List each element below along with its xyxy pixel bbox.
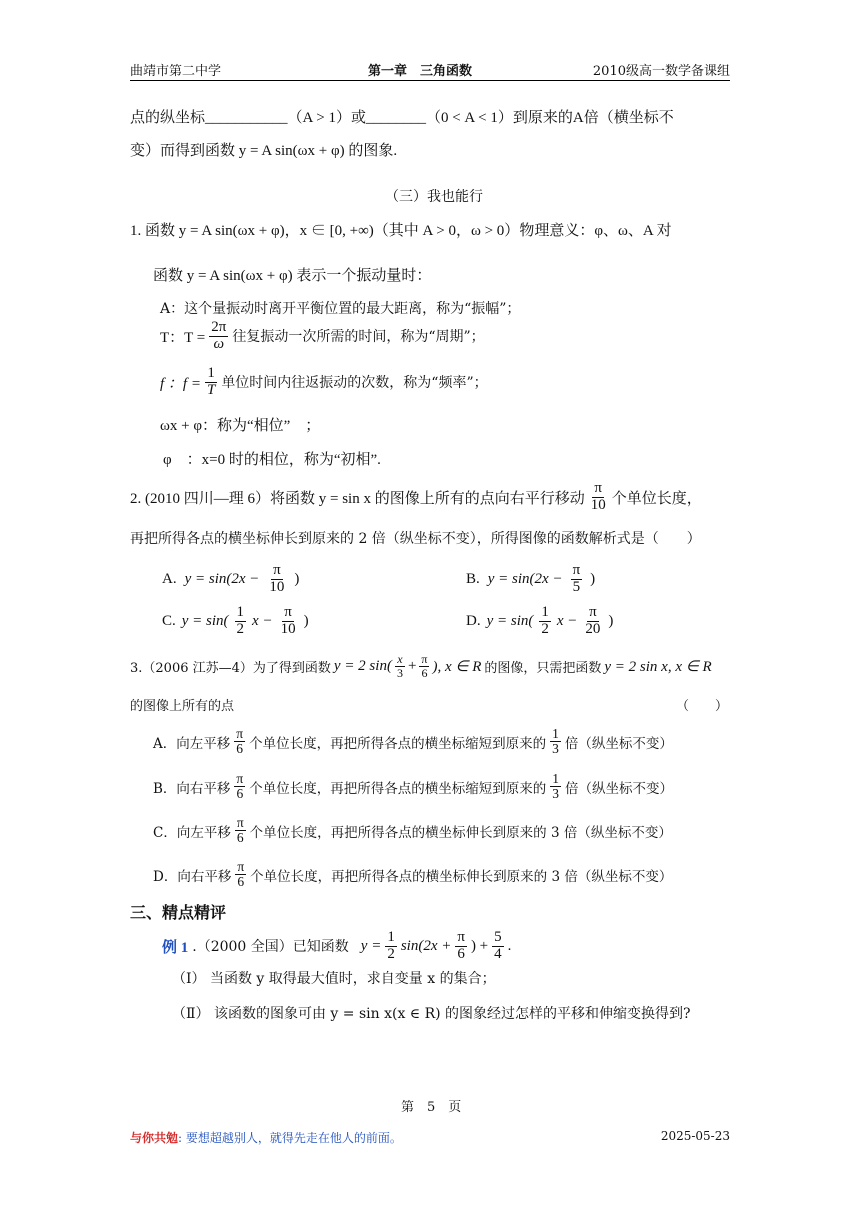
q2-option-a[interactable] [162, 563, 299, 596]
q2-option-a-expr: y = sin(2x − [184, 570, 260, 587]
q2-line1-b: 个单位长度， [611, 490, 702, 507]
q3-line2: 的图像上所有的点 [130, 699, 235, 714]
q1-period-den: ω [213, 335, 225, 352]
q3-option-b[interactable] [153, 772, 673, 801]
q3-option-a-scale-den: 3 [552, 741, 559, 757]
q1-period [160, 320, 485, 353]
q3-option-d-shift-den: 6 [237, 874, 245, 890]
q3-option-d-b: 个单位长度，再把所得各点的横坐标伸长到原来的 3 倍（纵坐标不变） [250, 868, 673, 885]
q3-option-d[interactable] [153, 860, 672, 889]
q3-six: 6 [421, 665, 428, 680]
header-chapter: 第一章 三角函数 [368, 64, 473, 79]
example-1-intro: .（2000 全国）已知函数 [192, 939, 349, 956]
q2-option-b[interactable] [466, 563, 595, 596]
q2-option-c-den: 10 [280, 620, 296, 637]
q2-option-c-expr: y = sin( [181, 612, 229, 629]
header-school: 曲靖市第二中学 [130, 64, 222, 79]
section-title: 三、精点精评 [130, 903, 227, 922]
q2-option-d-coef-den: 2 [541, 620, 549, 637]
q3-expr-a: y = 2 sin( [333, 657, 392, 674]
q3-option-a-shift [234, 727, 245, 756]
q1-frequency-text: 单位时间内往返振动的次数，称为“频率”； [221, 375, 488, 392]
q2-option-a-close: ) [294, 570, 300, 587]
q1-frequency-num: 1 [207, 365, 215, 381]
q1-period-num: 2π [211, 319, 227, 335]
example-1-pi-num: π [457, 929, 465, 945]
q3-option-b-b: 个单位长度，再把所得各点的横坐标缩短到原来的 [249, 780, 547, 797]
q2-option-b-den: 5 [572, 578, 581, 595]
q2-option-a-den: 10 [269, 578, 285, 595]
q3-option-b-shift-den: 6 [236, 786, 244, 802]
q2-option-d[interactable] [466, 605, 613, 638]
q1-frequency-fraction [205, 366, 217, 399]
q3-option-b-shift-num: π [236, 771, 244, 786]
example-1-half-den: 2 [387, 945, 395, 962]
q3-expr-c: y = 2 sin x, x ∈ R [604, 658, 712, 675]
example-1-half-num: 1 [387, 929, 395, 945]
example-1-four: 4 [494, 945, 502, 962]
q3-option-c-b: 个单位长度，再把所得各点的横坐标伸长到原来的 3 倍（纵坐标不变） [249, 824, 672, 841]
q3-option-c[interactable] [153, 816, 672, 845]
q1-period-prefix: T：T = [160, 329, 206, 346]
q2-shift-den: 10 [590, 496, 606, 513]
q1-initial-phase: φ ：x=0 时的相位，称为“初相”. [163, 452, 381, 468]
q3-expr-b: ), x ∈ R [432, 658, 482, 675]
q3-line1-a: 3.（2006 江苏—4）为了得到函数 [130, 660, 331, 676]
q2-option-c-x: x − [252, 612, 273, 629]
q3-option-c-shift [235, 816, 246, 845]
q2-option-d-fraction [583, 605, 602, 638]
q3-option-a-scale-num: 1 [552, 726, 559, 741]
q2-option-d-coef [539, 605, 551, 638]
footer-date: 2025-05-23 [660, 1129, 730, 1143]
example-1-five: 5 [494, 929, 502, 945]
q3-option-d-shift-num: π [237, 859, 245, 874]
q2-option-b-expr: y = sin(2x − [487, 570, 563, 587]
q2-option-c-close: ) [303, 612, 309, 629]
example-1-pi-den: 6 [457, 945, 465, 962]
header-group: 2010级高一数学备课组 [592, 64, 730, 79]
q2-shift-num: π [594, 480, 602, 496]
q2-option-d-num: π [589, 604, 597, 620]
q3-x-over-3 [395, 653, 405, 679]
q3-option-c-shift-den: 6 [236, 830, 244, 846]
q2-option-d-den: 20 [585, 620, 601, 637]
q1-amplitude: A：这个量振动时离开平衡位置的最大距离，称为“振幅”； [160, 301, 521, 317]
q1-period-fraction [209, 320, 228, 353]
q3-option-b-c: 倍（纵坐标不变） [565, 780, 673, 797]
q2-line1-a: 2. (2010 四川—理 6）将函数 y = sin x 的图像上所有的点向右平行移动 [130, 490, 585, 507]
q2-option-b-fraction [571, 563, 583, 596]
example-1-label: 例 1 [162, 939, 189, 956]
q3-option-b-scale-num: 1 [552, 771, 559, 786]
q2-option-a-fraction [267, 563, 286, 596]
example-1 [162, 930, 511, 963]
q3-answer-paren: （ ） [676, 699, 729, 714]
q2-option-c[interactable] [162, 605, 309, 638]
example-1-half [385, 930, 397, 963]
q3-option-b-a: B．向右平移 [153, 780, 231, 797]
q2-option-c-coef-num: 1 [236, 604, 245, 620]
q1-phase: ωx + φ：称为“相位” ； [160, 418, 321, 434]
q2-option-d-coef-num: 1 [541, 604, 549, 620]
example-1-part-2: （Ⅱ） 该函数的图象可由 y = sin x(x ∈ R) 的图象经过怎样的平移和伸缩变换得到? [172, 1006, 691, 1022]
q2-option-c-num: π [284, 604, 292, 620]
q3-option-c-shift-num: π [236, 815, 244, 830]
q2-option-b-num: π [572, 562, 581, 578]
q2-option-d-close: ) [608, 612, 614, 629]
q3-option-a-a: A．向左平移 [153, 735, 231, 752]
q3-pi-over-6 [419, 653, 429, 679]
section3-title: （三）我也能行 [385, 189, 483, 205]
q1-line2: 函数 y = A sin(ωx + φ) 表示一个振动量时： [153, 268, 432, 284]
q3-option-a-shift-num: π [236, 726, 244, 741]
q2-option-d-expr: y = sin( [486, 612, 534, 629]
q3-option-d-shift [235, 860, 246, 889]
q2-option-d-x: x − [556, 612, 578, 629]
q2-option-c-coef-den: 2 [236, 620, 245, 637]
example-1-end: . [507, 937, 512, 954]
q1-period-text: 往复振动一次所需的时间，称为“周期”； [232, 329, 485, 346]
q3-option-b-shift [234, 772, 245, 801]
q3-line1-b: 的图像，只需把函数 [484, 660, 602, 676]
q2-line2: 再把所得各点的横坐标伸长到原来的 2 倍（纵坐标不变），所得图像的函数解析式是（ ） [130, 531, 701, 547]
q3-pi: π [421, 652, 428, 666]
q3-option-a-shift-den: 6 [236, 741, 244, 757]
q2-option-a-label: A. [162, 570, 177, 587]
q2-option-d-label: D. [466, 612, 481, 629]
example-1-expr-c: ) + [470, 937, 489, 954]
q1-line1: 1. 函数 y = A sin(ωx + φ)，x ∈ [0, +∞)（其中 A > 0，ω > 0）物理意义：φ、ω、A 对 [130, 223, 672, 239]
example-1-expr-b: sin(2x + [400, 937, 452, 954]
q2-option-c-coef [235, 605, 247, 638]
example-1-pi-6 [455, 930, 467, 963]
q3-line1 [130, 653, 712, 679]
q3-plus: + [407, 657, 417, 674]
intro-line1: 点的纵坐标___________（A > 1）或________（0 < A < 1）到原来的A倍（横坐标不 [130, 110, 674, 126]
footer-motto-label: 与你共勉 [130, 1131, 179, 1145]
q2-shift-fraction [589, 481, 608, 514]
q3-x: x [397, 652, 403, 666]
q3-option-a-b: 个单位长度，再把所得各点的横坐标缩短到原来的 [249, 735, 547, 752]
q1-frequency-prefix: f ：f = [160, 375, 201, 392]
q2-line1 [130, 481, 702, 514]
q1-frequency-den: T [206, 381, 216, 398]
q3-three: 3 [396, 665, 403, 680]
footer-motto-text: : 要想超越别人，就得先走在他人的前面。 [178, 1131, 402, 1145]
q2-option-a-num: π [273, 562, 281, 578]
q3-option-c-a: C．向左平移 [153, 824, 231, 841]
q3-option-b-scale-den: 3 [552, 786, 559, 802]
example-1-expr-a: y = [360, 937, 382, 954]
intro-line2: 变）而得到函数 y = A sin(ωx + φ) 的图象. [130, 143, 398, 159]
header-rule [130, 80, 730, 81]
example-1-part-1: （Ⅰ） 当函数 y 取得最大值时，求自变量 x 的集合； [172, 971, 496, 987]
q3-option-a-c: 倍（纵坐标不变） [564, 735, 673, 752]
q3-option-a[interactable] [153, 727, 673, 756]
q2-option-b-close: ) [590, 570, 596, 587]
q3-option-d-a: D．向右平移 [153, 868, 232, 885]
page-number: 第 5 页 [401, 1100, 462, 1115]
q1-frequency [160, 366, 488, 399]
q2-option-c-label: C. [162, 612, 176, 629]
q3-option-a-scale [550, 727, 561, 756]
footer-motto [130, 1129, 402, 1146]
example-1-five-fourths [492, 930, 504, 963]
q3-option-b-scale [550, 772, 561, 801]
q2-option-c-fraction [279, 605, 298, 638]
q2-option-b-label: B. [466, 570, 480, 587]
